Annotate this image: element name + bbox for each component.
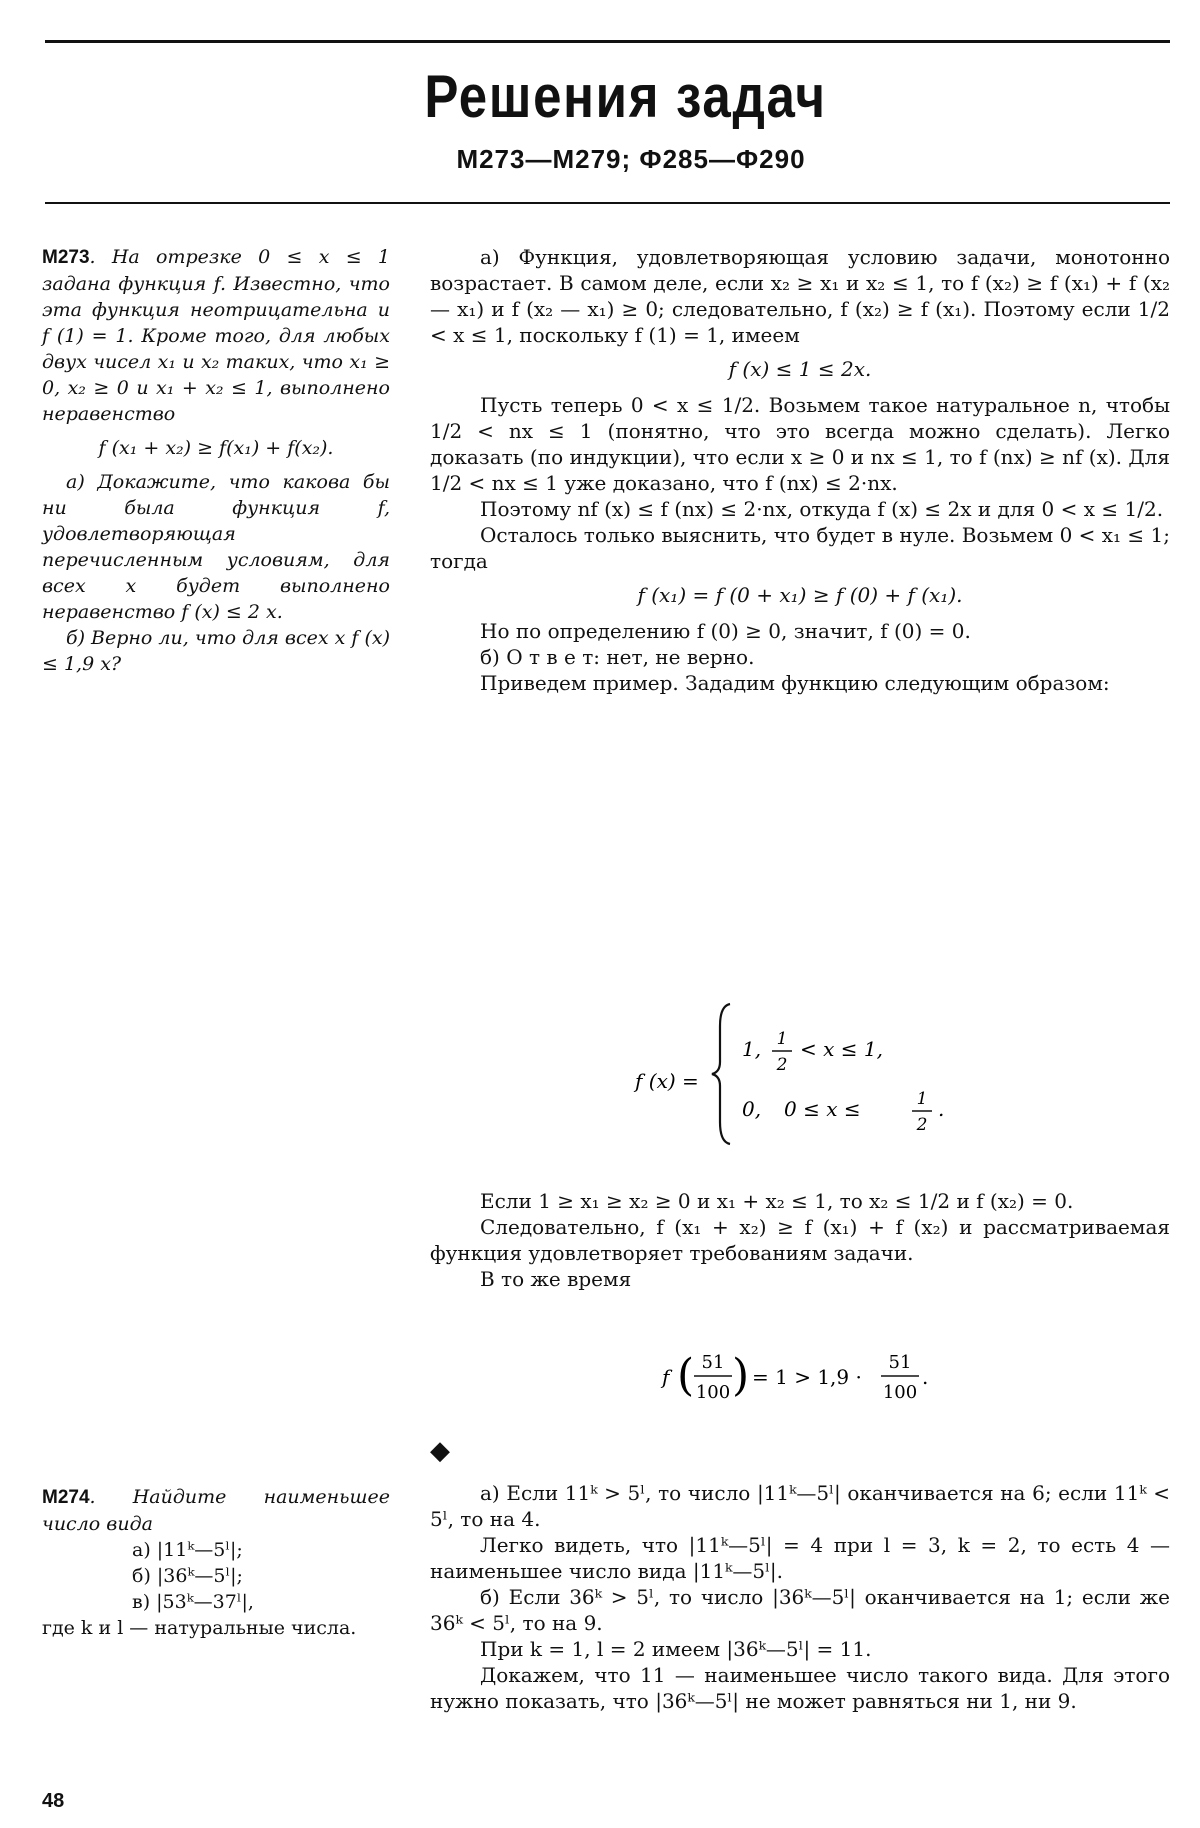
m273-part-b: б) Верно ли, что для всех x f (x) ≤ 1,9 x? xyxy=(42,627,390,675)
m273-statement xyxy=(42,244,390,427)
sol274-p3: б) Если 36ᵏ > 5ˡ, то число |36ᵏ—5ˡ| оканчивается на 1; если же 36ᵏ < 5ˡ, то на 9. xyxy=(430,1585,1170,1635)
case1-value: 1, xyxy=(742,1037,762,1061)
f3-rparen: ) xyxy=(732,1350,750,1401)
case1-frac-num: 1 xyxy=(776,1029,788,1049)
page-subtitle: М273—М279; Ф285—Ф290 xyxy=(456,144,806,174)
sol273-p9: Следовательно, f (x₁ + x₂) ≥ f (x₁) + f (x₂) и рассматриваемая функция удовлетворяет требованиям задачи. xyxy=(430,1215,1170,1265)
problem-m274 xyxy=(42,1484,390,1641)
m274-footer: где k и l — натуральные числа. xyxy=(42,1617,357,1639)
sol273-formula-1: f (x) ≤ 1 ≤ 2x. xyxy=(728,357,872,381)
sol273-p3: Поэтому nf (x) ≤ f (nx) ≤ 2·nx, откуда f (x) ≤ 2x и для 0 < x ≤ 1/2. xyxy=(480,497,1164,521)
sol273-p8: Если 1 ≥ x₁ ≥ x₂ ≥ 0 и x₁ + x₂ ≤ 1, то x₂ ≤ 1/2 и f (x₂) = 0. xyxy=(480,1189,1074,1213)
top-rule xyxy=(45,40,1170,43)
final-formula xyxy=(430,1340,1170,1412)
sol273-p7: Приведем пример. Зададим функцию следующим образом: xyxy=(480,671,1110,695)
m274-text: . Найдите наименьшее число вида xyxy=(42,1486,390,1535)
m273-inequality: f (x₁ + x₂) ≥ f(x₁) + f(x₂). xyxy=(98,437,334,459)
f3-num: 51 xyxy=(701,1352,725,1373)
case2-value: 0, xyxy=(742,1097,762,1121)
problem-m273 xyxy=(42,244,390,677)
f3-end: . xyxy=(922,1365,929,1389)
sol273-p4: Осталось только выяснить, что будет в нуле. Возьмем 0 < x₁ ≤ 1; тогда xyxy=(430,523,1171,573)
m274-item-b: б) |36ᵏ—5ˡ|; xyxy=(132,1565,243,1587)
m274-item-a: а) |11ᵏ—5ˡ|; xyxy=(132,1539,243,1561)
sol273-p10: В то же время xyxy=(480,1267,632,1291)
solution-m274 xyxy=(430,1480,1170,1714)
sol273-p2: Пусть теперь 0 < x ≤ 1/2. Возьмем такое натуральное n, чтобы 1/2 < nx ≤ 1 (понятно, что это всегда можно сделать). Легко доказать (по индукции), что если x ≥ 0 и nx ≤ 1, то f (nx) ≥ nf (x). Для 1/2 < nx ≤ 1 уже доказано, что f (nx) ≤ 2·nx. xyxy=(430,393,1170,495)
m274-item-c: в) |53ᵏ—37ˡ|, xyxy=(132,1591,254,1613)
case1-condition: < x ≤ 1, xyxy=(800,1037,883,1061)
f3-lhs: f xyxy=(662,1365,670,1389)
piecewise-function xyxy=(430,996,1170,1152)
header-rule xyxy=(45,202,1170,204)
section-divider-icon: ◆ xyxy=(430,1436,450,1466)
sol274-p4: При k = 1, l = 2 имеем |36ᵏ—5ˡ| = 11. xyxy=(480,1637,872,1661)
sol274-p5: Докажем, что 11 — наименьшее число такого вида. Для этого нужно показать, что |36ᵏ—5ˡ| не может равняться ни 1, ни 9. xyxy=(430,1663,1170,1713)
sol273-p1: а) Функция, удовлетворяющая условию задачи, монотонно возрастает. В самом деле, если x₂ ≥ x₁ и x₂ ≤ 1, то f (x₂) ≥ f (x₁) + f (x₂ — x₁) и f (x₂ — x₁) ≥ 0; следовательно, f (x₂) ≥ f (x₁). Поэтому если 1/2 < x ≤ 1, поскольку f (1) = 1, имеем xyxy=(430,245,1170,347)
sol273-formula-2: f (x₁) = f (0 + x₁) ≥ f (0) + f (x₁). xyxy=(637,583,963,607)
sol274-p2: Легко видеть, что |11ᵏ—5ˡ| = 4 при l = 3, k = 2, то есть 4 — наименьшее число вида |11ᵏ—5ˡ|. xyxy=(430,1533,1170,1583)
case2-period: . xyxy=(938,1097,945,1121)
f3-den: 100 xyxy=(695,1382,731,1403)
sol273-p5: Но по определению f (0) ≥ 0, значит, f (0) = 0. xyxy=(480,619,971,643)
m273-text: . На отрезке 0 ≤ x ≤ 1 задана функция f. Известно, что эта функция неотрицательна и f (1) = 1. Кроме того, для любых двух чисел x₁ и x₂ таких, что x₁ ≥ 0, x₂ ≥ 0 и x₁ + x₂ ≤ 1, выполнено неравенство xyxy=(42,246,390,425)
sol273-p6: б) О т в е т: нет, не верно. xyxy=(480,645,755,669)
page-title: Решения задач xyxy=(424,63,827,130)
page-number: 48 xyxy=(42,1790,65,1812)
f3-den-2: 100 xyxy=(882,1382,918,1403)
piecewise-svg xyxy=(430,996,1170,1152)
solution-m273 xyxy=(430,244,1170,696)
case1-frac-den: 2 xyxy=(776,1055,788,1075)
m274-code: М274 xyxy=(42,1487,90,1508)
brace-shape xyxy=(712,1004,730,1144)
m273-part-a: а) Докажите, что какова бы ни была функция f, удовлетворяющая перечисленным условиям, для всех x будет выполнено неравенство f (x) ≤ 2 x. xyxy=(42,471,390,623)
f3-num-2: 51 xyxy=(888,1352,912,1373)
case2-frac-den: 2 xyxy=(916,1115,928,1135)
m274-statement xyxy=(42,1484,390,1537)
case2-condition: 0 ≤ x ≤ xyxy=(784,1097,861,1121)
final-formula-svg xyxy=(430,1340,1170,1412)
case2-frac-num: 1 xyxy=(916,1089,928,1109)
f3-lparen: ( xyxy=(677,1350,695,1401)
piecewise-lhs: f (x) = xyxy=(635,1069,699,1093)
f3-mid: = 1 > 1,9 · xyxy=(752,1365,862,1389)
solution-m273-cont xyxy=(430,1188,1170,1292)
sol274-p1: а) Если 11ᵏ > 5ˡ, то число |11ᵏ—5ˡ| оканчивается на 6; если 11ᵏ < 5ˡ, то на 4. xyxy=(430,1481,1170,1531)
m273-code: М273 xyxy=(42,247,90,268)
m274-items xyxy=(42,1537,390,1615)
